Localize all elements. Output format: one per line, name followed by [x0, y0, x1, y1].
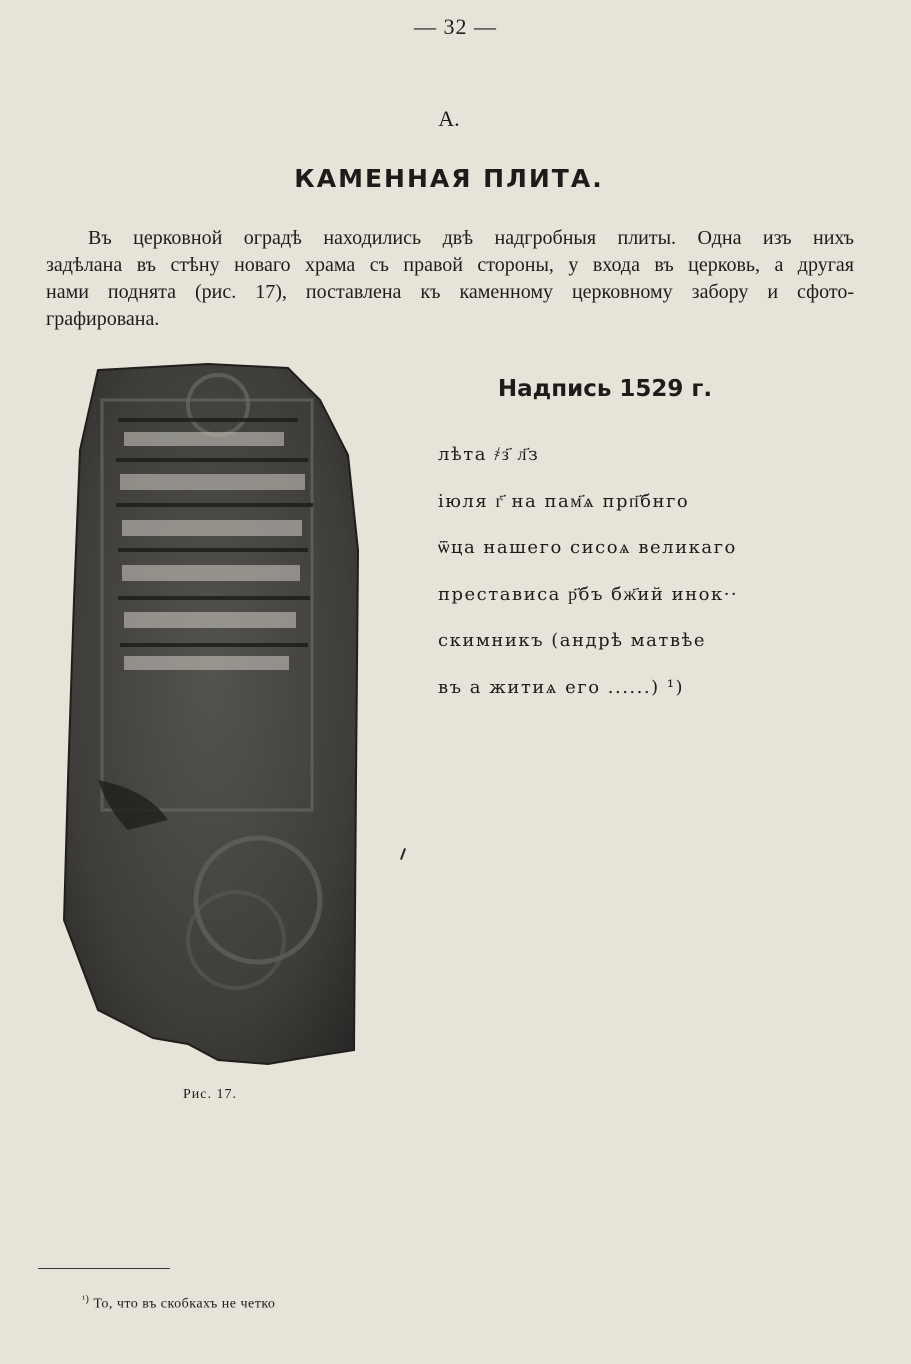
stray-ink-mark	[400, 848, 406, 860]
intro-line: Въ церковной оградѣ находились двѣ надгробныя плиты. Одна изъ нихъ	[88, 227, 854, 249]
intro-line: графирована.	[46, 308, 160, 330]
inscription-line: лѣта ҂з҃ л҃з	[438, 444, 540, 465]
inscription-text	[438, 444, 738, 723]
inscription-line: въ а житиѧ его ......) ¹)	[438, 676, 685, 698]
figure-caption: Рис. 17.	[183, 1087, 237, 1102]
inscription-line: скимникъ (андрѣ матвѣе	[438, 630, 707, 651]
stone-slab	[64, 364, 358, 1064]
footnote-marker: ¹)	[82, 1294, 90, 1305]
inscription-heading: Надпись 1529 г.	[497, 376, 713, 402]
section-letter: А.	[438, 106, 460, 131]
intro-line: задѣлана въ стѣну новаго храма съ правой стороны, у входа въ церковь, а другая	[46, 254, 854, 276]
inscription-line: престависа р҃бъ бж҃ий инок··	[438, 583, 739, 605]
footnote-text: То, что въ скобкахъ не четко	[93, 1296, 276, 1312]
footnote-divider	[38, 1268, 170, 1269]
page-number: — 32 —	[414, 14, 497, 39]
tombstone-photo	[58, 360, 363, 1070]
intro-line: нами поднята (рис. 17), поставлена къ каменному церковному забору и сфото-	[46, 281, 854, 303]
footnote	[82, 1294, 275, 1313]
section-title: КАМЕННАЯ ПЛИТА.	[294, 164, 604, 193]
tombstone-image	[58, 360, 363, 1070]
intro-paragraph	[46, 225, 854, 333]
inscription-line: ѿца нашего сисоѧ великаго	[438, 537, 737, 558]
inscription-line: іюля г҃ на пам҃ѧ прп҃бнго	[438, 490, 690, 512]
